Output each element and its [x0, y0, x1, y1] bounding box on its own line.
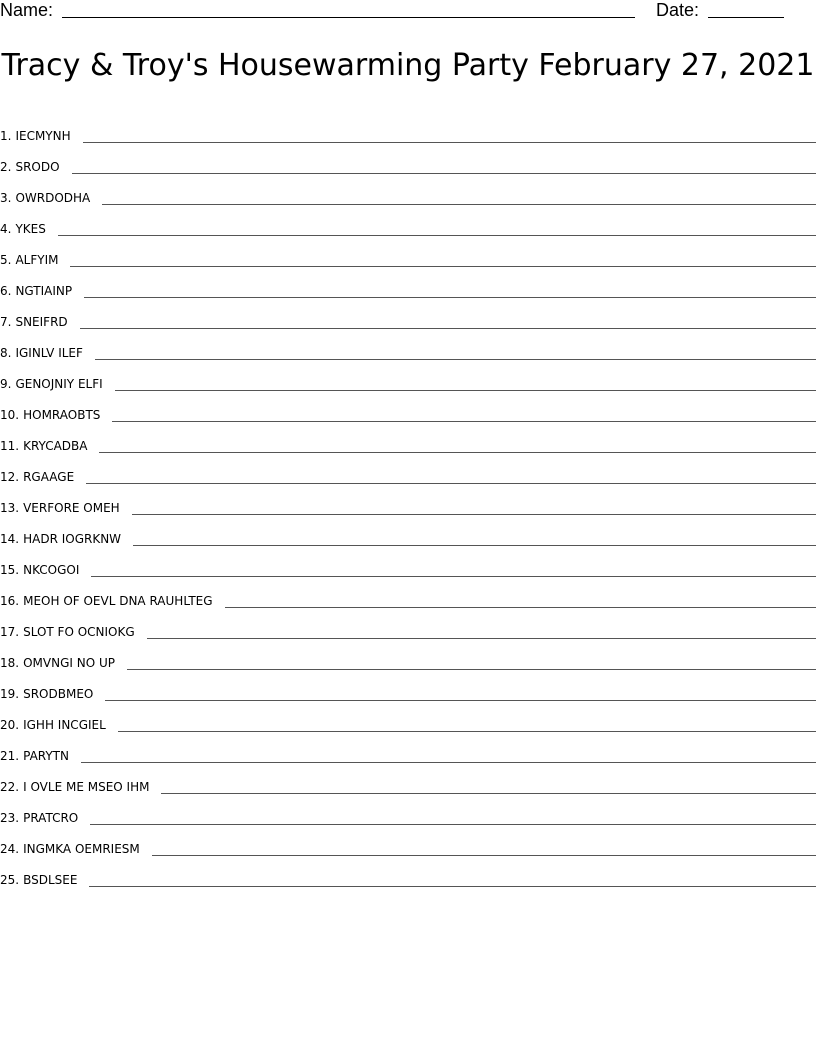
- item-number: 24.: [0, 842, 20, 856]
- scrambled-word: SNEIFRD: [15, 315, 68, 329]
- answer-line: [132, 513, 816, 515]
- list-item: [0, 329, 816, 360]
- scrambled-word: SRODO: [15, 160, 60, 174]
- scrambled-word: OMVNGI NO UP: [23, 656, 115, 670]
- scrambled-word: OWRDODHA: [15, 191, 91, 205]
- item-number: 14.: [0, 532, 20, 546]
- scrambled-word: YKES: [15, 222, 46, 236]
- answer-line: [127, 668, 816, 670]
- answer-line: [105, 699, 816, 701]
- scrambled-word: GENOJNIY ELFI: [15, 377, 103, 391]
- item-number: 2.: [0, 160, 12, 174]
- item-number: 1.: [0, 129, 12, 143]
- scrambled-word: HADR IOGRKNW: [23, 532, 122, 546]
- item-number: 23.: [0, 811, 20, 825]
- item-number: 15.: [0, 563, 20, 577]
- item-number: 19.: [0, 687, 20, 701]
- item-number: 9.: [0, 377, 12, 391]
- date-label: Date:: [656, 0, 700, 20]
- scrambled-word: HOMRAOBTS: [23, 408, 101, 422]
- list-item: [0, 701, 816, 732]
- list-item: [0, 298, 816, 329]
- answer-line: [99, 451, 816, 453]
- answer-line: [58, 234, 816, 236]
- header: [0, 0, 816, 22]
- name-label: Name:: [0, 0, 54, 20]
- list-item: [0, 267, 816, 298]
- answer-line: [89, 885, 816, 887]
- scrambled-word: SRODBMEO: [23, 687, 94, 701]
- item-number: 11.: [0, 439, 20, 453]
- item-number: 21.: [0, 749, 20, 763]
- answer-line: [161, 792, 816, 794]
- scrambled-word: VERFORE OMEH: [23, 501, 120, 515]
- list-item: [0, 825, 816, 856]
- answer-line: [83, 141, 816, 143]
- list-item: [0, 732, 816, 763]
- scrambled-word: BSDLSEE: [23, 873, 78, 887]
- item-number: 17.: [0, 625, 20, 639]
- answer-line: [72, 172, 816, 174]
- item-number: 18.: [0, 656, 20, 670]
- answer-line: [225, 606, 816, 608]
- answer-line: [102, 203, 816, 205]
- scrambled-word: RGAAGE: [23, 470, 75, 484]
- list-item: [0, 112, 816, 143]
- answer-line: [91, 575, 816, 577]
- list-item: [0, 360, 816, 391]
- answer-line: [81, 761, 816, 763]
- answer-line: [95, 358, 816, 360]
- list-item: [0, 639, 816, 670]
- item-number: 8.: [0, 346, 12, 360]
- item-number: 16.: [0, 594, 20, 608]
- item-number: 4.: [0, 222, 12, 236]
- scrambled-word: PRATCRO: [23, 811, 79, 825]
- answer-line: [112, 420, 816, 422]
- answer-line: [147, 637, 816, 639]
- item-number: 7.: [0, 315, 12, 329]
- word-scramble-list: [0, 112, 816, 887]
- scrambled-word: NGTIAINP: [15, 284, 73, 298]
- answer-line: [86, 482, 816, 484]
- list-item: [0, 856, 816, 887]
- answer-line: [80, 327, 816, 329]
- scrambled-word: NKCOGOI: [23, 563, 80, 577]
- date-field-line: [708, 17, 784, 18]
- name-field-line: [62, 17, 635, 18]
- item-number: 5.: [0, 253, 12, 267]
- item-number: 13.: [0, 501, 20, 515]
- scrambled-word: MEOH OF OEVL DNA RAUHLTEG: [23, 594, 213, 608]
- list-item: [0, 174, 816, 205]
- scrambled-word: IECMYNH: [15, 129, 71, 143]
- answer-line: [118, 730, 816, 732]
- list-item: [0, 546, 816, 577]
- scrambled-word: IGINLV ILEF: [15, 346, 83, 360]
- list-item: [0, 422, 816, 453]
- list-item: [0, 143, 816, 174]
- list-item: [0, 484, 816, 515]
- item-number: 25.: [0, 873, 20, 887]
- list-item: [0, 236, 816, 267]
- scrambled-word: ALFYIM: [15, 253, 59, 267]
- list-item: [0, 391, 816, 422]
- answer-line: [152, 854, 816, 856]
- scrambled-word: PARYTN: [23, 749, 69, 763]
- item-number: 10.: [0, 408, 20, 422]
- scrambled-word: KRYCADBA: [23, 439, 88, 453]
- list-item: [0, 763, 816, 794]
- page-title: Tracy & Troy's Housewarming Party February 27, 2021: [1, 48, 815, 83]
- list-item: [0, 608, 816, 639]
- list-item: [0, 453, 816, 484]
- scrambled-word: IGHH INCGIEL: [23, 718, 106, 732]
- item-number: 20.: [0, 718, 20, 732]
- item-number: 22.: [0, 780, 20, 794]
- item-number: 12.: [0, 470, 20, 484]
- answer-line: [84, 296, 816, 298]
- list-item: [0, 515, 816, 546]
- item-number: 6.: [0, 284, 12, 298]
- list-item: [0, 670, 816, 701]
- list-item: [0, 794, 816, 825]
- scrambled-word: SLOT FO OCNIOKG: [23, 625, 135, 639]
- item-number: 3.: [0, 191, 12, 205]
- list-item: [0, 205, 816, 236]
- scrambled-word: I OVLE ME MSEO IHM: [23, 780, 150, 794]
- answer-line: [115, 389, 816, 391]
- list-item: [0, 577, 816, 608]
- answer-line: [70, 265, 816, 267]
- answer-line: [90, 823, 816, 825]
- scrambled-word: INGMKA OEMRIESM: [23, 842, 140, 856]
- answer-line: [133, 544, 816, 546]
